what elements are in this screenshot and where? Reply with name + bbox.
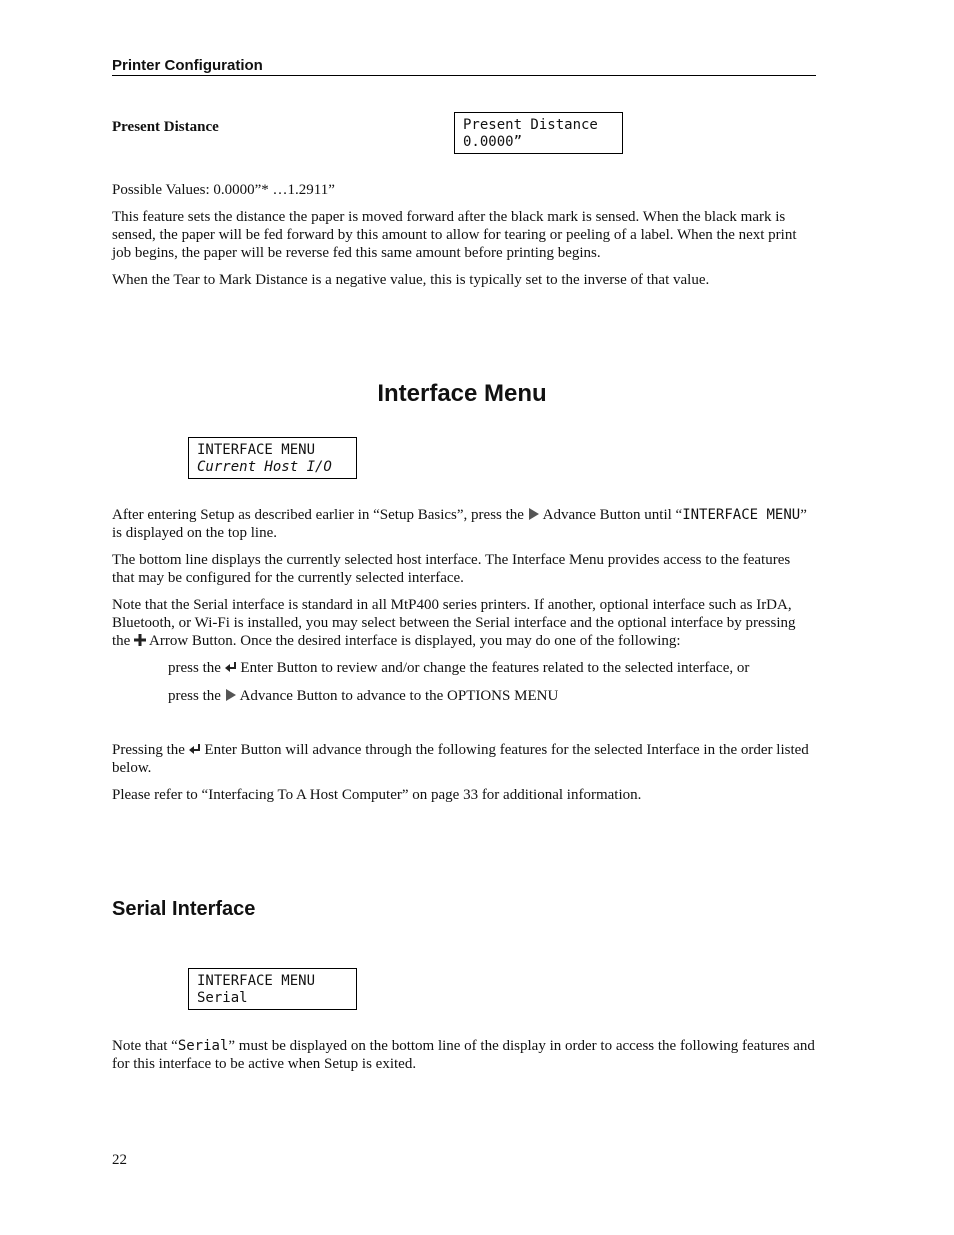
- interface-menu-paragraph-2: The bottom line displays the currently selected host interface. The Interface Menu provides access to the features that may be configured for the currently selected interface.: [112, 552, 791, 586]
- option-advance-button: press the Advance Button to advance to the OPTIONS MENU: [168, 688, 559, 704]
- interface-menu-paragraph-1: After entering Setup as described earlier in “Setup Basics”, press the Advance Button until “INTERFACE MENU” is displayed on the top line.: [112, 507, 807, 541]
- display-line-1: Present Distance: [463, 117, 598, 133]
- possible-values: Possible Values: 0.0000”* …1.2911”: [112, 182, 335, 198]
- display-line-1: INTERFACE MENU: [197, 442, 316, 458]
- interface-menu-paragraph-4: Pressing the Enter Button will advance through the following features for the selected Interface in the order listed below.: [112, 742, 809, 776]
- display-line-1: INTERFACE MENU: [197, 973, 316, 989]
- serial-interface-display: [188, 968, 357, 1010]
- interface-menu-paragraph-3: Note that the Serial interface is standard in all MtP400 series printers. If another, optional interface such as IrDA, Bluetooth, or Wi-Fi is installed, you may select between the Serial interface and the optional interface by pressing the Arrow Button. Once the desired interface is displayed, you may do one of the following:: [112, 597, 796, 649]
- present-distance-description: This feature sets the distance the paper is moved forward after the black mark is sensed. When the black mark is sensed, the paper will be fed forward by this amount to allow for tearing or peeling of a label. When the next print job begins, the paper will be reverse fed this same amount before printing begins.: [112, 209, 797, 261]
- page-header: [112, 57, 816, 76]
- serial-interface-note: Note that “Serial” must be displayed on the bottom line of the display in order to access the following features and for this interface to be active when Setup is exited.: [112, 1038, 815, 1072]
- present-distance-note: When the Tear to Mark Distance is a negative value, this is typically set to the inverse of that value.: [112, 272, 710, 288]
- page-number: 22: [112, 1152, 127, 1168]
- advance-triangle-icon: [528, 508, 540, 520]
- enter-return-icon: [189, 743, 201, 755]
- interface-menu-heading: Interface Menu: [377, 380, 547, 407]
- present-distance-label: Present Distance: [112, 119, 219, 135]
- display-line-2: Current Host I/O: [197, 459, 332, 475]
- display-line-2: 0.0000”: [463, 134, 523, 150]
- display-line-2: Serial: [197, 990, 248, 1006]
- header-title: Printer Configuration: [112, 57, 263, 74]
- option-enter-button: press the Enter Button to review and/or change the features related to the selected interface, or: [168, 660, 750, 676]
- serial-interface-heading: Serial Interface: [112, 898, 256, 920]
- interface-menu-paragraph-5: Please refer to “Interfacing To A Host Computer” on page 33 for additional information.: [112, 787, 642, 803]
- interface-menu-display: [188, 437, 357, 479]
- advance-triangle-icon: [225, 689, 237, 701]
- enter-return-icon: [225, 661, 237, 673]
- present-distance-display: [454, 112, 623, 154]
- arrow-plus-icon: [134, 634, 146, 646]
